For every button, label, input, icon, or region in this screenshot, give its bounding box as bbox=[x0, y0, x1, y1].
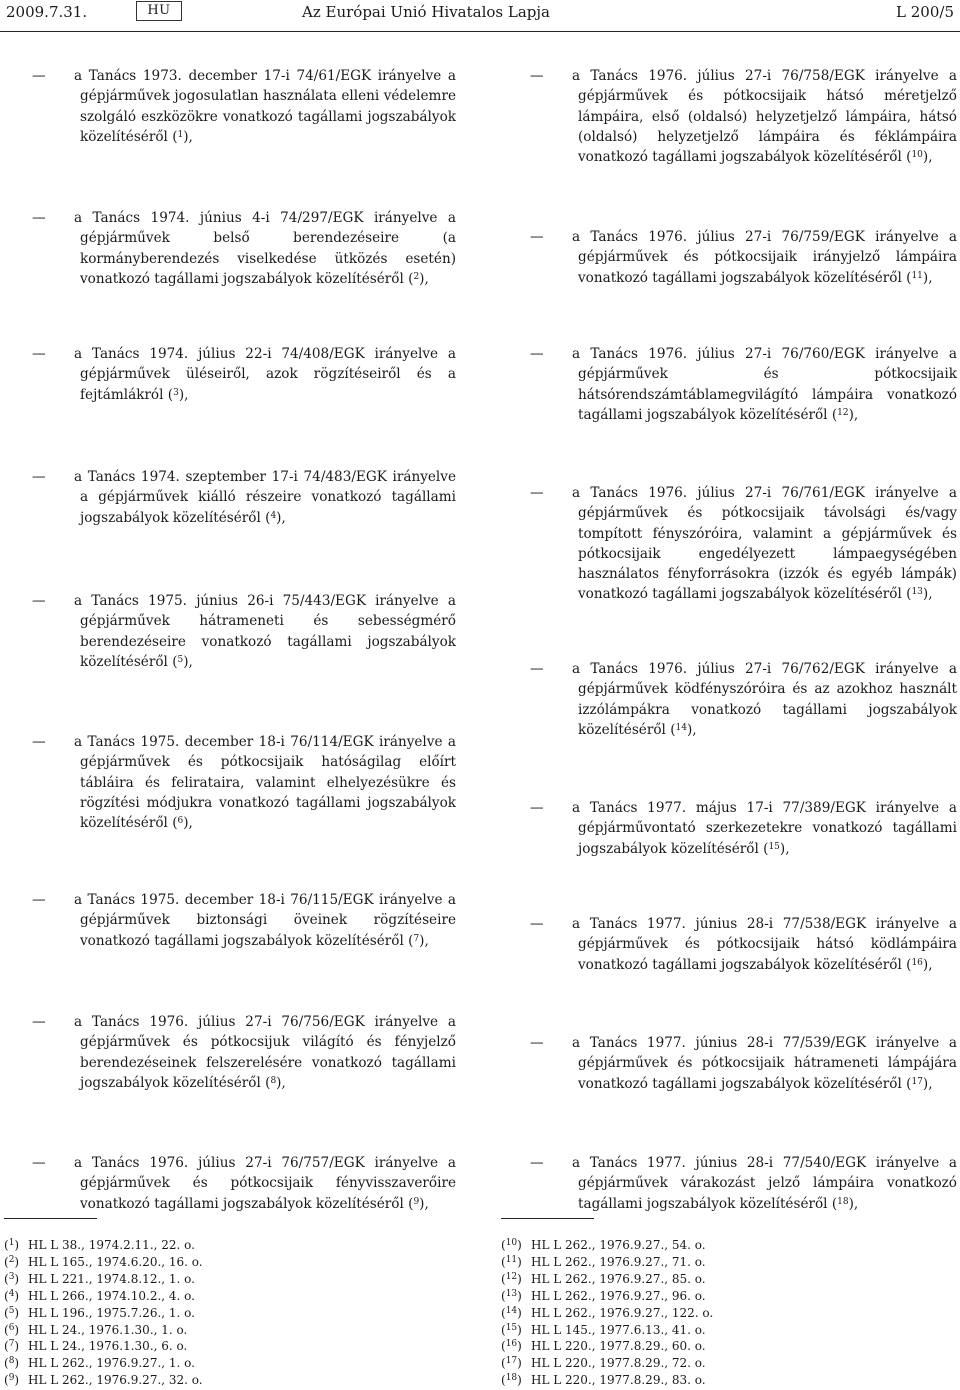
publication-date: 2009.7.31. bbox=[6, 3, 88, 21]
entry-text: a Tanács 1977. június 28-i 77/538/EGK irányelve a gépjárművek és pótkocsijaik hátsó ködlámpáira vonatkozó tagállami jogszabályok közelítéséről ( bbox=[572, 916, 957, 973]
footnote: ($^{16}$) HL L 220., 1977.8.29., 60. o. bbox=[501, 1339, 706, 1354]
directive-entry bbox=[32, 344, 456, 405]
footnote-ref[interactable]: 17 bbox=[911, 1076, 923, 1087]
footnote: ($^4$) HL L 266., 1974.10.2., 4. o. bbox=[4, 1288, 195, 1303]
dash: — bbox=[530, 346, 544, 362]
footnote-number: 3 bbox=[8, 1271, 15, 1282]
entry-text: a Tanács 1974. szeptember 17-i 74/483/EGK irányelve a gépjárművek kiálló részeire vonatkozó tagállami jogszabályok közelítéséről ( bbox=[74, 469, 456, 526]
footnote: ($^{10}$) HL L 262., 1976.9.27., 54. o. bbox=[501, 1238, 706, 1252]
dash: — bbox=[32, 346, 46, 362]
footnote: ($^2$) HL L 165., 1974.6.20., 16. o. bbox=[4, 1254, 203, 1269]
entry-text: a Tanács 1973. december 17-i 74/61/EGK irányelve a gépjárművek jogosulatlan használata elleni védelemre szolgáló eszközökre vonatkozó tagállami jogszabályok közelítéséről ( bbox=[74, 68, 456, 145]
entry-text: a Tanács 1975. december 18-i 76/114/EGK irányelve a gépjárművek és pótkocsijaik hatóságilag előírt tábláira és felirataira, valamint elhelyezésükre és rögzítési módjukra vonatkozó tagállami jogszabályok közelítéséről ( bbox=[74, 734, 456, 832]
entry-text: a Tanács 1977. június 28-i 77/540/EGK irányelve a gépjárművek várakozást jelző lámpáira vonatkozó tagállami jogszabályok közelítéséről ( bbox=[572, 1155, 957, 1212]
footnote: ($^9$) HL L 262., 1976.9.27., 32. o. bbox=[4, 1373, 203, 1388]
journal-title: Az Európai Unió Hivatalos Lapja bbox=[302, 3, 550, 21]
footnote-ref[interactable]: 12 bbox=[837, 407, 849, 418]
entry-tail: ), bbox=[922, 269, 933, 286]
footnote: ($^{11}$) HL L 262., 1976.9.27., 71. o. bbox=[501, 1254, 706, 1269]
entry-tail: ), bbox=[183, 815, 193, 832]
footnote-number: 2 bbox=[8, 1254, 15, 1265]
entry-text: a Tanács 1976. július 27-i 76/762/EGK irányelve a gépjárművek ködfényszóróira és az azokhoz használt izzólámpákra vonatkozó tagállami jogszabályok közelítéséről ( bbox=[572, 661, 957, 738]
footnote-ref[interactable]: 11 bbox=[911, 270, 923, 281]
footnote-number: 13 bbox=[505, 1288, 518, 1299]
dash: — bbox=[32, 68, 46, 84]
entry-tail: ), bbox=[183, 653, 193, 670]
footnote-ref[interactable]: 5 bbox=[177, 654, 184, 665]
footnote-ref[interactable]: 13 bbox=[911, 587, 923, 598]
footnote: ($^1$) HL L 38., 1974.2.11., 22. o. bbox=[4, 1238, 195, 1252]
footnote: ($^3$) HL L 221., 1974.8.12., 1. o. bbox=[4, 1271, 195, 1286]
footnote-number: 12 bbox=[505, 1271, 518, 1282]
footnote: ($^{17}$) HL L 220., 1977.8.29., 72. o. bbox=[501, 1356, 706, 1371]
entry-tail: ), bbox=[922, 1075, 933, 1092]
footnote-number: 8 bbox=[8, 1356, 15, 1367]
entry-text: a Tanács 1976. július 27-i 76/756/EGK irányelve a gépjárművek és pótkocsijuk világító és fényjelző berendezéseinek felszerelésére vonatkozó tagállami jogszabályok közelítéséről ( bbox=[74, 1014, 456, 1091]
footnote-ref[interactable]: 6 bbox=[177, 816, 184, 827]
entry-text: a Tanács 1977. május 17-i 77/389/EGK irányelve a gépjárművontató szerkezetekre vonatkozó tagállami jogszabályok közelítéséről ( bbox=[572, 800, 957, 857]
footnote: ($^{15}$) HL L 145., 1977.6.13., 41. o. bbox=[501, 1322, 706, 1337]
dash: — bbox=[530, 661, 544, 677]
footnote-number: 9 bbox=[8, 1373, 15, 1384]
directive-entry bbox=[32, 467, 456, 528]
entry-tail: ), bbox=[848, 406, 859, 423]
footnote-ref[interactable]: 14 bbox=[675, 722, 687, 733]
directive-entry bbox=[530, 344, 957, 425]
footnote: ($^7$) HL L 24., 1976.1.30., 6. o. bbox=[4, 1339, 188, 1354]
footnote-text: HL L 262., 1976.9.27., 71. o. bbox=[531, 1254, 706, 1269]
directive-entry bbox=[32, 1012, 456, 1093]
dash: — bbox=[530, 916, 544, 932]
footnote-number: 5 bbox=[8, 1305, 15, 1316]
directive-entry bbox=[530, 1153, 957, 1214]
footnote: ($^5$) HL L 196., 1975.7.26., 1. o. bbox=[4, 1305, 195, 1320]
entry-tail: ), bbox=[419, 1195, 429, 1212]
footnote-ref[interactable]: 3 bbox=[173, 387, 179, 398]
footnote-number: 17 bbox=[505, 1356, 518, 1367]
footnote-text: HL L 262., 1976.9.27., 85. o. bbox=[531, 1271, 706, 1286]
directive-entry bbox=[530, 227, 957, 288]
footnote-ref[interactable]: 4 bbox=[270, 510, 277, 521]
footnote-number: 1 bbox=[8, 1238, 15, 1248]
footnote-text: HL L 196., 1975.7.26., 1. o. bbox=[28, 1305, 195, 1320]
entry-text: a Tanács 1974. július 22-i 74/408/EGK irányelve a gépjárművek üléseiről, azok rögzítéseiről és a fejtámlákról ( bbox=[74, 346, 456, 403]
footnote-text: HL L 220., 1977.8.29., 72. o. bbox=[531, 1356, 706, 1371]
footnote: ($^6$) HL L 24., 1976.1.30., 1. o. bbox=[4, 1322, 188, 1337]
dash: — bbox=[32, 210, 46, 226]
footnote-number: 16 bbox=[505, 1339, 518, 1350]
footnote: ($^{13}$) HL L 262., 1976.9.27., 96. o. bbox=[501, 1288, 706, 1303]
footnote-text: HL L 262., 1976.9.27., 122. o. bbox=[531, 1305, 714, 1320]
footnote-number: 11 bbox=[505, 1254, 518, 1265]
directive-entry bbox=[32, 66, 456, 147]
dash: — bbox=[32, 1014, 46, 1030]
directive-entry bbox=[530, 1033, 957, 1094]
dash: — bbox=[530, 1155, 544, 1171]
footnote-number: 10 bbox=[505, 1238, 518, 1248]
footnote-ref[interactable]: 1 bbox=[177, 129, 184, 140]
entry-text: a Tanács 1976. július 27-i 76/761/EGK irányelve a gépjárművek és pótkocsijaik távolsági és/vagy tompított fényszóróira, valamint a gépjárművek és pótkocsijaik engedélyezett lámpaegységében használatos fényforrásokra (izzók és egyéb lámpák) vonatkozó tagállami jogszabályok közelítéséről ( bbox=[572, 485, 957, 603]
dash: — bbox=[530, 68, 544, 84]
directive-entry bbox=[32, 732, 456, 833]
footnote-text: HL L 262., 1976.9.27., 54. o. bbox=[531, 1238, 706, 1252]
entry-tail: ), bbox=[848, 1195, 859, 1212]
footnote-list-left bbox=[4, 1237, 203, 1389]
footnote-text: HL L 145., 1977.6.13., 41. o. bbox=[531, 1322, 706, 1337]
footnote-text: HL L 24., 1976.1.30., 6. o. bbox=[28, 1339, 188, 1354]
directive-entry bbox=[530, 66, 957, 167]
footnote-ref[interactable]: 16 bbox=[911, 957, 923, 968]
dash: — bbox=[530, 1035, 544, 1051]
footnote-number: 14 bbox=[505, 1305, 518, 1316]
footnote-ref[interactable]: 9 bbox=[413, 1196, 420, 1207]
entry-tail: ), bbox=[922, 149, 933, 166]
dash: — bbox=[530, 229, 544, 245]
footnote-number: 18 bbox=[505, 1373, 518, 1384]
entry-text: a Tanács 1976. július 27-i 76/759/EGK irányelve a gépjárművek és pótkocsijaik irányjelző lámpáira vonatkozó tagállami jogszabályok közelítéséről ( bbox=[572, 229, 957, 286]
footnote-text: HL L 24., 1976.1.30., 1. o. bbox=[28, 1322, 188, 1337]
entry-tail: ), bbox=[178, 386, 189, 403]
footnote-text: HL L 165., 1974.6.20., 16. o. bbox=[28, 1254, 203, 1269]
directive-entry bbox=[32, 591, 456, 672]
footnote-ref[interactable]: 2 bbox=[413, 271, 420, 282]
footnote-text: HL L 221., 1974.8.12., 1. o. bbox=[28, 1271, 195, 1286]
footnote-text: HL L 262., 1976.9.27., 96. o. bbox=[531, 1288, 706, 1303]
dash: — bbox=[32, 734, 46, 750]
entry-text: a Tanács 1977. június 28-i 77/539/EGK irányelve a gépjárművek és pótkocsijaik hátrameneti lámpájára vonatkozó tagállami jogszabályok közelítéséről ( bbox=[572, 1035, 957, 1092]
dash: — bbox=[32, 1155, 46, 1171]
directive-entry bbox=[530, 914, 957, 975]
footnote-ref[interactable]: 7 bbox=[413, 933, 420, 944]
footnote-ref[interactable]: 8 bbox=[270, 1075, 277, 1086]
language-badge: HU bbox=[136, 1, 182, 21]
entry-tail: ), bbox=[276, 1074, 286, 1091]
footnote: ($^{14}$) HL L 262., 1976.9.27., 122. o. bbox=[501, 1305, 714, 1320]
footnote-list-right bbox=[501, 1237, 713, 1389]
dash: — bbox=[32, 469, 46, 485]
page-header bbox=[0, 0, 960, 24]
entry-tail: ), bbox=[419, 932, 429, 949]
dash: — bbox=[530, 485, 544, 501]
directive-entry bbox=[530, 483, 957, 605]
entry-tail: ), bbox=[419, 270, 429, 287]
entry-tail: ), bbox=[276, 509, 286, 526]
footnote: ($^8$) HL L 262., 1976.9.27., 1. o. bbox=[4, 1356, 195, 1371]
dash: — bbox=[530, 800, 544, 816]
entry-text: a Tanács 1976. július 27-i 76/760/EGK irányelve a gépjárművek és pótkocsijaik hátsórendszámtáblamegvilágító lámpáira vonatkozó tagállami jogszabályok közelítéséről ( bbox=[572, 346, 957, 423]
entry-text: a Tanács 1974. június 4-i 74/297/EGK irányelve a gépjárművek belső berendezéseire (a kormányberendezés viselkedése ütközés esetén) vonatkozó tagállami jogszabályok közelítéséről ( bbox=[74, 210, 456, 287]
entry-tail: ), bbox=[922, 586, 933, 603]
footnote-number: 6 bbox=[8, 1322, 15, 1333]
footnote-number: 15 bbox=[505, 1322, 518, 1333]
footnote-text: HL L 262., 1976.9.27., 1. o. bbox=[28, 1356, 195, 1371]
footnote-rule bbox=[4, 1218, 97, 1219]
footnote-number: 7 bbox=[8, 1339, 15, 1350]
directive-entry bbox=[32, 1153, 456, 1214]
footnote-text: HL L 220., 1977.8.29., 83. o. bbox=[531, 1373, 706, 1388]
entry-tail: ), bbox=[183, 128, 193, 145]
footnote-ref[interactable]: 15 bbox=[768, 841, 780, 852]
entry-tail: ), bbox=[922, 956, 933, 973]
footnote: ($^{18}$) HL L 220., 1977.8.29., 83. o. bbox=[501, 1373, 706, 1388]
page-number: L 200/5 bbox=[896, 3, 954, 21]
directive-entry bbox=[32, 890, 456, 951]
footnote-text: HL L 262., 1976.9.27., 32. o. bbox=[28, 1373, 203, 1388]
footnote-ref[interactable]: 10 bbox=[911, 150, 923, 161]
footnote-text: HL L 220., 1977.8.29., 60. o. bbox=[531, 1339, 706, 1354]
dash: — bbox=[32, 593, 46, 609]
entry-text: a Tanács 1976. július 27-i 76/758/EGK irányelve a gépjárművek és pótkocsijaik hátsó méretjelző lámpáira, első (oldalsó) helyzetjelző lámpáira, hátsó (oldalsó) helyzetjelző lámpáira és féklámpáira vonatkozó tagállami jogszabályok közelítéséről ( bbox=[572, 68, 957, 166]
entry-tail: ), bbox=[686, 721, 697, 738]
entry-tail: ), bbox=[779, 840, 790, 857]
directive-entry bbox=[530, 659, 957, 740]
directive-entry bbox=[530, 798, 957, 859]
footnote-text: HL L 266., 1974.10.2., 4. o. bbox=[28, 1288, 195, 1303]
entry-text: a Tanács 1976. július 27-i 76/757/EGK irányelve a gépjárművek és pótkocsijaik fényvisszaverőire vonatkozó tagállami jogszabályok közelítéséről ( bbox=[74, 1155, 456, 1212]
header-rule bbox=[0, 31, 960, 32]
footnote-rule bbox=[501, 1218, 594, 1219]
entry-text: a Tanács 1975. június 26-i 75/443/EGK irányelve a gépjárművek hátrameneti és sebességmérő berendezéseire vonatkozó tagállami jogszabályok közelítéséről ( bbox=[74, 593, 456, 670]
footnote-ref[interactable]: 18 bbox=[837, 1196, 849, 1207]
dash: — bbox=[32, 892, 46, 908]
footnote-number: 4 bbox=[8, 1288, 15, 1299]
footnote-text: HL L 38., 1974.2.11., 22. o. bbox=[28, 1238, 195, 1252]
entry-text: a Tanács 1975. december 18-i 76/115/EGK irányelve a gépjárművek biztonsági öveinek rögzítéseire vonatkozó tagállami jogszabályok közelítéséről ( bbox=[74, 892, 456, 949]
directive-entry bbox=[32, 208, 456, 289]
footnote: ($^{12}$) HL L 262., 1976.9.27., 85. o. bbox=[501, 1271, 706, 1286]
